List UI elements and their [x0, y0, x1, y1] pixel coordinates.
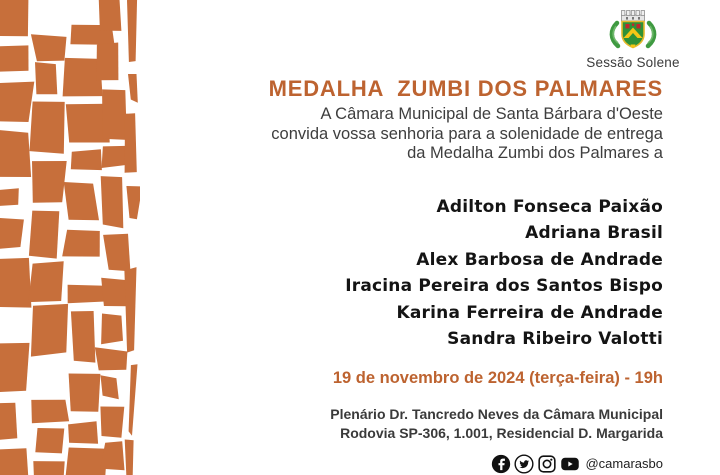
invitation-text-line: da Medalha Zumbi dos Palmares a [407, 144, 663, 162]
invitation-content [150, 76, 663, 474]
social-handle: @camarasbo [585, 456, 663, 471]
facebook-icon [491, 454, 511, 474]
event-datetime: 19 de novembro de 2024 (terça-feira) - 19h [332, 368, 663, 387]
invitation-text-line: A Câmara Municipal de Santa Bárbara d'Oeste [320, 105, 663, 123]
venue-address: Rodovia SP-306, 1.001, Residencial D. Margarida [340, 424, 663, 441]
mosaic-pattern [0, 0, 140, 475]
mural-crown [622, 11, 645, 22]
instagram-icon [537, 454, 557, 474]
honoree-name: Iracina Pereira dos Santos Bispo [345, 276, 663, 296]
invitation-text [150, 105, 663, 164]
youtube-icon [560, 454, 580, 474]
venue-block [150, 405, 663, 443]
honorees-list [150, 194, 663, 353]
honoree-name: Adriana Brasil [525, 223, 663, 243]
honoree-name: Sandra Ribeiro Valotti [447, 329, 663, 349]
event-type-label: Sessão Solene [586, 55, 680, 70]
invitation-text-line: convida vossa senhoria para a solenidade de entrega [271, 124, 663, 143]
venue-name: Plenário Dr. Tancredo Neves da Câmara Municipal [330, 405, 663, 422]
medal-title: MEDALHA ZUMBI DOS PALMARES [268, 76, 663, 101]
honoree-name: Alex Barbosa de Andrade [416, 249, 663, 270]
city-crest-icon [607, 6, 659, 52]
honoree-name: Karina Ferreira de Andrade [396, 302, 663, 323]
twitter-icon [514, 454, 534, 474]
honoree-name: Adilton Fonseca Paixão [436, 196, 663, 217]
social-links-row [150, 454, 663, 474]
header [584, 6, 682, 70]
